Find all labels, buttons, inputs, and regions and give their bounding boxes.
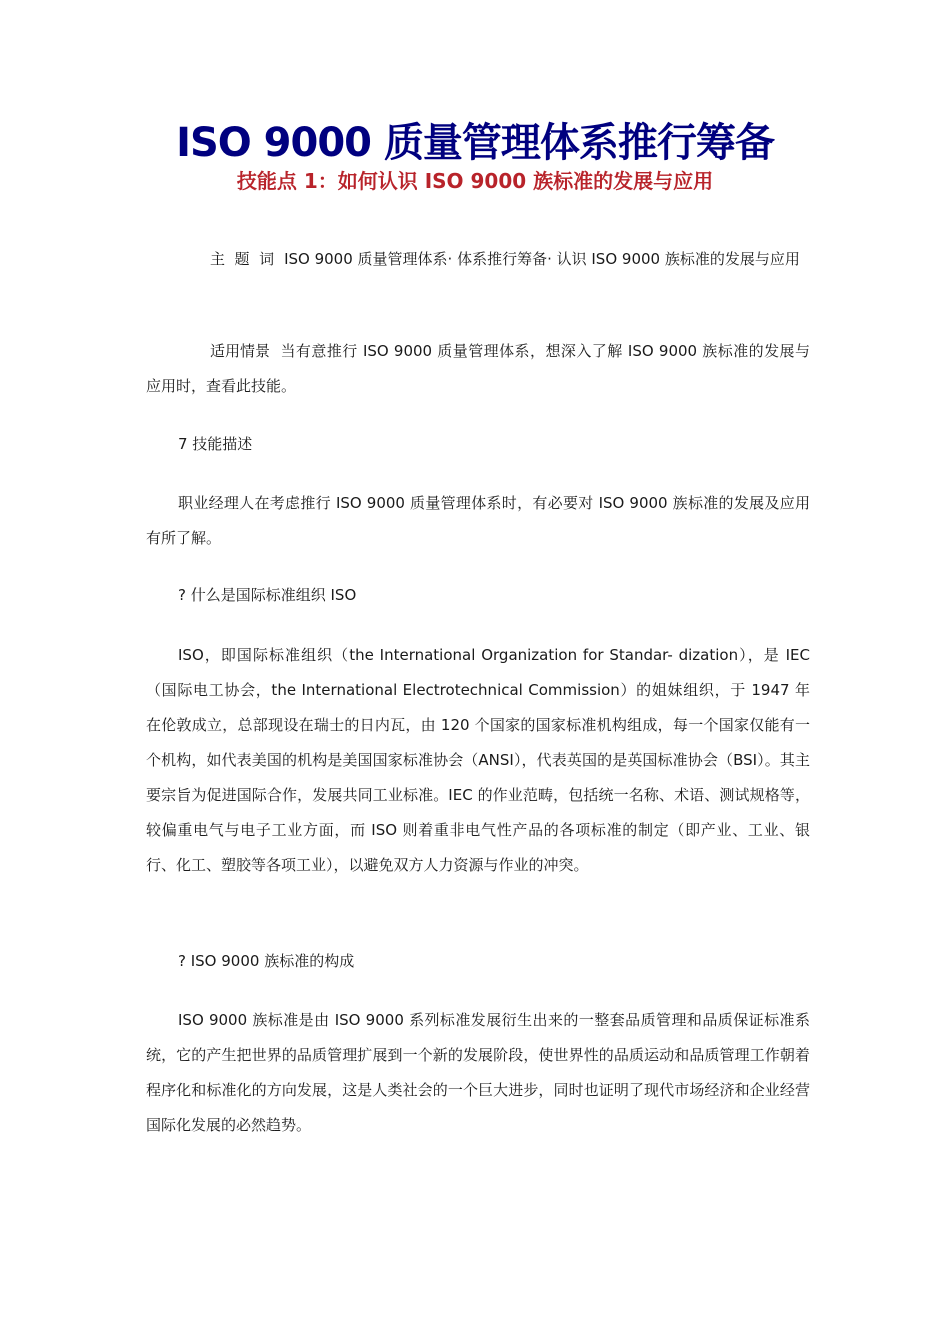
document-title: ISO 9000 质量管理体系推行筹备	[176, 120, 774, 166]
keywords-label: 主 题 词	[210, 250, 275, 268]
scenario-text: 当有意推行 ISO 9000 质量管理体系，想深入了解 ISO 9000 族标准的发展与应用时，查看此技能。	[146, 342, 810, 395]
scenario-paragraph	[146, 334, 810, 404]
keywords-text: ISO 9000 质量管理体系· 体系推行筹备· 认识 ISO 9000 族标准的发展与应用	[284, 250, 800, 268]
iso-question-heading: ? 什么是国际标准组织 ISO	[178, 586, 357, 604]
scenario-label: 适用情景	[210, 342, 271, 360]
document-subtitle: 技能点 1：如何认识 ISO 9000 族标准的发展与应用	[236, 169, 714, 193]
composition-question-heading: ? ISO 9000 族标准的构成	[178, 952, 355, 970]
iso-paragraph: ISO，即国际标准组织（the International Organization for Standar- dization），是 IEC（国际电工协会，the International Electrotechnical Commission）的姐妹组织，于 1947 年在伦敦成立，总部现设在瑞士的日内瓦，由 120 个国家的国家标准机构组成，每一个国家仅能有一个机构，如代表美国的机构是美国国家标准协会（ANSI），代表英国的是英国标准协会（BSI）。其主要宗旨为促进国际合作，发展共同工业标准。IEC 的作业范畴，包括统一名称、术语、测试规格等，较偏重电气与电子工业方面，而 ISO 则着重非电气性产品的各项标准的制定（即产业、工业、银行、化工、塑胶等各项工业），以避免双方人力资源与作业的冲突。	[146, 646, 810, 874]
composition-paragraph: ISO 9000 族标准是由 ISO 9000 系列标准发展衍生出来的一整套品质管理和品质保证标准系统，它的产生把世界的品质管理扩展到一个新的发展阶段，使世界性的品质运动和品质管理工作朝着程序化和标准化的方向发展，这是人类社会的一个巨大进步，同时也证明了现代市场经济和企业经营国际化发展的必然趋势。	[146, 1011, 810, 1134]
keywords-paragraph	[146, 242, 810, 277]
intro-paragraph: 职业经理人在考虑推行 ISO 9000 质量管理体系时，有必要对 ISO 9000 族标准的发展及应用有所了解。	[146, 494, 810, 547]
skill-heading: 7 技能描述	[178, 435, 253, 453]
